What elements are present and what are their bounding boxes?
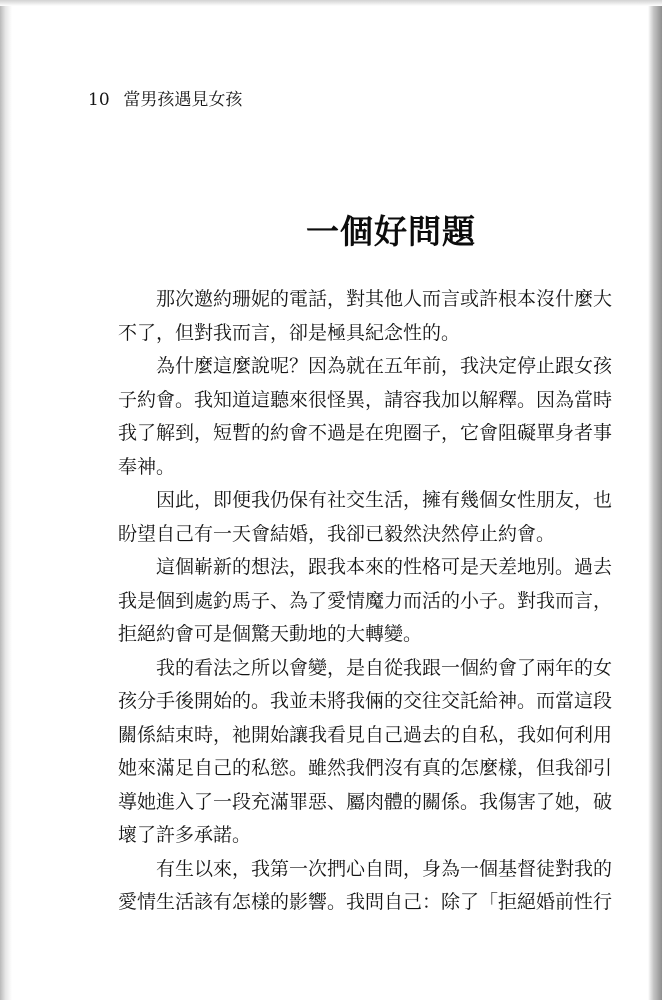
paragraph-line: 我的看法之所以會變，是自從我跟一個約會了兩年的女 [156, 656, 613, 679]
running-head [88, 90, 242, 110]
running-title: 當男孩遇見女孩 [123, 90, 243, 110]
body-text [118, 283, 618, 920]
page-number: 10 [88, 90, 110, 110]
paragraph-5 [118, 652, 618, 853]
paragraph-line: 我是個到處釣馬子、為了愛情魔力而活的小子。對我而言， [118, 589, 613, 612]
paragraph-6 [118, 853, 618, 920]
scan-edge-right [648, 0, 662, 1000]
paragraph-line: 不了，但對我而言，卻是極具紀念性的。 [118, 321, 461, 344]
paragraph-line: 拒絕約會可是個驚天動地的大轉變。 [118, 623, 423, 645]
paragraph-line: 孩分手後開始的。我並未將我倆的交往交託給神。而當這段 [118, 690, 613, 712]
paragraph-3 [118, 484, 618, 551]
paragraph-line: 盼望自己有一天會結婚，我卻已毅然決然停止約會。 [118, 522, 556, 545]
paragraph-line: 我了解到，短暫的約會不過是在兜圈子，它會阻礙單身者事 [118, 422, 613, 444]
paragraph-2 [118, 350, 618, 484]
paragraph-1 [118, 283, 618, 350]
scan-edge-top [0, 0, 662, 6]
paragraph-line: 子約會。我知道這聽來很怪異，請容我加以解釋。因為當時 [118, 388, 613, 411]
paragraph-line: 那次邀約珊妮的電話，對其他人而言或許根本沒什麼大 [156, 288, 613, 310]
chapter-title: 一個好問題 [306, 212, 476, 251]
paragraph-line: 這個嶄新的想法，跟我本來的性格可是天差地別。過去 [156, 556, 613, 578]
paragraph-line: 因此，即便我仍保有社交生活，擁有幾個女性朋友，也 [156, 489, 613, 511]
paragraph-line: 導她進入了一段充滿罪惡、屬肉體的關係。我傷害了她，破 [118, 790, 613, 813]
paragraph-line: 為什麼這麼說呢？因為就在五年前，我決定停止跟女孩 [156, 355, 613, 377]
paragraph-line: 有生以來，我第一次捫心自問，身為一個基督徒對我的 [156, 857, 613, 880]
paragraph-line: 她來滿足自己的私慾。雖然我們沒有真的怎麼樣，但我卻引 [118, 757, 613, 779]
paragraph-4 [118, 551, 618, 652]
scan-edge-left [0, 0, 12, 1000]
paragraph-line: 關係結束時，祂開始讓我看見自己過去的自私，我如何利用 [118, 723, 613, 746]
paragraph-line: 奉神。 [118, 455, 176, 478]
paragraph-line: 愛情生活該有怎樣的影響。我問自己：除了「拒絕婚前性行 [118, 891, 613, 913]
paragraph-line: 壞了許多承諾。 [118, 824, 252, 846]
